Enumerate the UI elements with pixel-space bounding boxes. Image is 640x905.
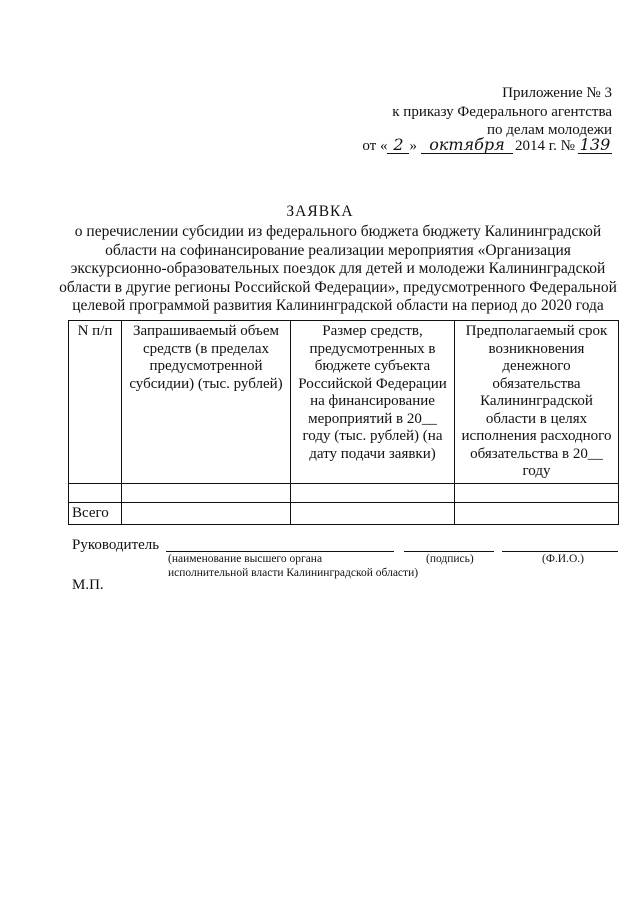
table-cell[interactable]	[291, 502, 455, 525]
col-header-requested-amount: Запрашиваемый объем средств (в пределах предусмотренной субсидии) (тыс. рублей)	[122, 321, 291, 484]
signature-label: Руководитель	[72, 537, 160, 553]
table-cell[interactable]	[455, 483, 619, 502]
caption-signature: (подпись)	[426, 553, 474, 565]
table-row	[69, 483, 619, 502]
order-date-line	[362, 137, 612, 155]
order-line-2: по делам молодежи	[487, 122, 612, 138]
date-mid: »	[409, 138, 417, 154]
order-number-handwritten: 139	[579, 135, 611, 154]
caption-full-name: (Ф.И.О.)	[542, 553, 584, 565]
table-cell[interactable]	[122, 483, 291, 502]
col-header-obligation-term: Предполагаемый срок возникновения денежного обязательства Калининградской области в целях исполнения расходного обязательства в 20__ году	[455, 321, 619, 484]
stamp-place: М.П.	[72, 577, 104, 593]
table-total-row	[69, 502, 619, 525]
order-line-1: к приказу Федерального агентства	[392, 104, 612, 120]
total-label: Всего	[69, 502, 122, 525]
table-cell[interactable]	[291, 483, 455, 502]
table-header-row	[69, 321, 619, 484]
date-day-handwritten: 2	[387, 137, 409, 154]
table-cell[interactable]	[122, 502, 291, 525]
caption-org-line-1: (наименование высшего органа	[168, 553, 323, 565]
col-header-budget-amount: Размер средств, предусмотренных в бюджете субъекта Российской Федерации на финансирование мероприятий в 20__ году (тыс. рублей) (на дату подачи заявки)	[291, 321, 455, 484]
document-title: ЗАЯВКА	[286, 203, 354, 220]
date-prefix: от «	[362, 138, 388, 154]
table-cell[interactable]	[455, 502, 619, 525]
document-subtitle: о перечислении субсидии из федерального бюджета бюджету Калининградской области на софинансирование реализации мероприятия «Организация экскурсионно-образовательных поездок для детей и молодежи Калининградской области в другие регионы Российской Федерации», предусмотренного Федеральной целевой программой развития Калининградской области на период до 2020 года	[59, 223, 617, 314]
caption-org-line-2: исполнительной власти Калининградской области)	[168, 567, 419, 579]
date-month-handwritten: октября	[421, 137, 513, 154]
table-cell[interactable]	[69, 483, 122, 502]
date-year: 2014 г. №	[514, 138, 575, 154]
appendix-title: Приложение № 3	[502, 85, 612, 101]
col-header-number: N п/п	[69, 321, 122, 484]
request-table	[68, 320, 619, 525]
